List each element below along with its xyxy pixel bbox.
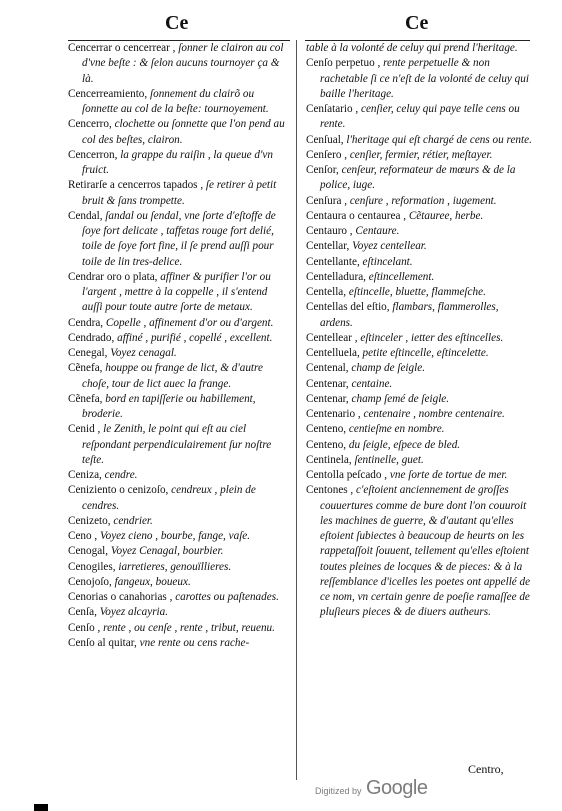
entry-translation: cenſeur, reformateur de mœurs & de la police, iuge. <box>320 164 516 192</box>
entry-translation: Voyez centellear. <box>349 240 427 253</box>
dictionary-entry <box>306 285 532 300</box>
dictionary-entry <box>68 560 290 575</box>
entry-translation: affiné , purifié , copellé , excellent. <box>114 331 273 344</box>
dictionary-entry <box>306 483 532 620</box>
entry-translation: eſtincellement. <box>365 270 435 283</box>
entry-translation: eſtinceler , ietter des eſtincelles. <box>357 331 504 344</box>
entry-headword: Cenojoſo, <box>68 575 112 588</box>
entry-translation: ſandal ou ſendal, vne ſorte d'eſtoffe de ſoye fort delicate , taffetas rouge fort delié, toile de ſoye fort fine, il ſe prend auſſi pour toile de lin tres-delice. <box>82 209 276 268</box>
entry-translation: centaine. <box>348 377 393 390</box>
catchword: Centro, <box>468 762 504 776</box>
entry-translation: affiner & purifier l'or ou l'argent , mettre à la coppelle , il s'entend auſſi pour toute autre ſorte de metaux. <box>82 270 271 314</box>
entry-translation: fangeux, boueux. <box>111 575 191 588</box>
entry-headword: Cẽnefa, <box>68 362 103 375</box>
dictionary-entry <box>68 544 290 559</box>
entry-headword: Cenſura , <box>306 194 348 207</box>
entry-headword: Cenorias o canahorias , <box>68 591 173 603</box>
dictionary-entry <box>68 621 290 636</box>
entry-headword: Centeno, <box>306 438 347 451</box>
column-divider <box>296 40 297 780</box>
entry-headword: Centenar, <box>306 377 349 390</box>
entry-headword: Cendrar oro o plata, <box>68 270 158 283</box>
entry-headword: Cenegal, <box>68 347 108 359</box>
dictionary-entry <box>68 346 290 361</box>
entry-translation: le Zenith, le point qui eſt au ciel reſpondant perpendiculairement ſur noſtre teſte. <box>82 423 272 466</box>
entry-headword: Centinela, <box>306 453 352 466</box>
dictionary-entry <box>68 590 290 605</box>
entry-translation: Voyez Cenagal, bourbier. <box>108 545 224 558</box>
entry-headword: Cendra, <box>68 316 104 329</box>
entry-headword: Cenſa, <box>68 606 97 619</box>
entry-translation: ſentinelle, guet. <box>351 453 424 466</box>
entry-translation: eſtincelle, bluette, flammeſche. <box>346 286 486 298</box>
entry-headword: Cenogal, <box>68 545 109 558</box>
entry-translation: la grappe du raiſin , la queue d'vn fruict. <box>82 148 273 176</box>
dictionary-entry <box>68 41 290 87</box>
watermark-prefix: Digitized by <box>315 786 362 796</box>
entry-translation: cenſier, fermier, rétier, meſtayer. <box>347 148 493 161</box>
dictionary-entry <box>306 209 532 224</box>
entry-headword: Cenogiles, <box>68 560 116 573</box>
dictionary-entry <box>306 224 532 239</box>
entry-translation: clochette ou ſonnette que l'on pend au col des beſtes, clairon. <box>82 118 285 146</box>
dictionary-entry <box>306 148 532 163</box>
dictionary-entry <box>306 41 532 56</box>
entry-translation: rente , ou cenſe , rente , tribut, reuenu. <box>100 621 275 634</box>
entry-translation: champ de ſeigle. <box>348 362 425 375</box>
entry-headword: Centellas del eſtio, <box>306 301 390 314</box>
entry-translation: vne ſorte de tortue de mer. <box>387 469 508 481</box>
dictionary-entry <box>306 346 532 361</box>
entry-translation: carottes ou paſtenades. <box>172 591 279 603</box>
dictionary-entry <box>306 300 532 331</box>
entry-translation: iarretieres, genouïllieres. <box>115 560 232 573</box>
entry-translation: eſtincelant. <box>359 255 413 268</box>
dictionary-entry <box>68 422 290 468</box>
entry-headword: Cenſatario , <box>306 103 359 115</box>
dictionary-entry <box>68 148 290 179</box>
dictionary-entry <box>68 605 290 620</box>
entry-headword: Retirarſe a cencerros tapados , <box>68 179 204 192</box>
entry-headword: Centelluela, <box>306 347 360 359</box>
entry-headword: Centeno, <box>306 423 347 436</box>
running-header-right: Ce <box>405 12 429 34</box>
dictionary-entry <box>306 438 532 453</box>
entry-headword: Cencerro, <box>68 118 112 131</box>
entry-translation: bord en tapiſſerie ou habillement, broderie. <box>82 392 256 420</box>
entry-headword: Centenal, <box>306 362 349 375</box>
entry-headword: Cendal, <box>68 209 103 222</box>
dictionary-entry <box>306 361 532 376</box>
entry-headword: Centones , <box>306 484 354 497</box>
entry-translation: table à la volonté de celuy qui prend l'heritage. <box>306 42 518 54</box>
entry-headword: Centenario , <box>306 408 361 420</box>
entry-headword: Centaura o centaurea , <box>306 209 407 222</box>
entry-headword: Centauro , <box>306 225 353 237</box>
dictionary-entry <box>68 87 290 118</box>
entry-translation: cenſier, celuy qui paye telle cens ou rente. <box>320 103 520 131</box>
entry-translation: du ſeigle, eſpece de bled. <box>346 438 461 451</box>
dictionary-entry <box>68 529 290 544</box>
entry-headword: Centellar, <box>306 240 350 253</box>
entry-translation: cendrier. <box>110 514 153 527</box>
entry-headword: Centellear , <box>306 331 358 344</box>
entry-translation: ſonnement du clairõ ou ſonnette au col de la beſte: tournoyement. <box>82 87 269 115</box>
entry-translation: rente perpetuelle & non rachetable ſi ce n'eſt de la volonté de celuy qui baille l'heritage. <box>320 57 529 100</box>
entry-translation: Centaure. <box>352 225 400 237</box>
entry-translation: centenaire , nombre centenaire. <box>360 408 505 420</box>
entry-translation: ſonner le clairon au col d'vne beſte : & ſelon aucuns tournoyer ça & là. <box>82 42 284 85</box>
entry-headword: Cenſual, <box>306 133 344 146</box>
dictionary-entry <box>306 407 532 422</box>
dictionary-entry <box>306 133 532 148</box>
entry-headword: Cenſo , <box>68 621 101 634</box>
entry-translation: ſe retirer à petit bruit & ſans trompette. <box>82 179 277 207</box>
dictionary-entry <box>306 377 532 392</box>
entry-translation: Voyez alcayria. <box>96 606 169 619</box>
entry-headword: Ceniziento o cenizoſo, <box>68 484 169 497</box>
entry-headword: Cenizeto, <box>68 514 111 527</box>
entry-headword: Cenſo al quitar, <box>68 636 137 649</box>
entry-headword: Cenſo perpetuo , <box>306 57 381 70</box>
dictionary-entry <box>68 483 290 514</box>
dictionary-entry <box>68 392 290 423</box>
google-logo: Google <box>365 777 428 799</box>
entry-translation: houppe ou frange de lict, & d'autre choſe, tour de lict auec la frange. <box>82 362 263 390</box>
entry-headword: Centenar, <box>306 392 349 405</box>
entry-translation: c'eſtoient anciennement de groſſes couuertures comme de bure dont l'on couuroit les machines de guerre, & d'autant qu'elles eſtoient ſubiectes à beaucoup de heurts on les rappetaſſoit ſouuent, tellement qu'elles eſtoient toutes pleines de locques & de pieces: & à la reſſemblance d'icelles les poetes ont appellé de ce nom, vn certain genre de poeſie ramaſſee de pluſieurs pieces & de diuers autheurs. <box>320 484 531 619</box>
entry-translation: cendreux , plein de cendres. <box>82 484 256 512</box>
entry-translation: Copelle , affinement d'or ou d'argent. <box>103 316 274 329</box>
digitized-by-google-watermark <box>315 777 427 800</box>
entry-headword: Cencerron, <box>68 148 118 161</box>
entry-headword: Ceno , <box>68 530 98 542</box>
dictionary-entry <box>68 514 290 529</box>
dictionary-entry <box>68 117 290 148</box>
dictionary-entry <box>68 270 290 316</box>
entry-translation: champ ſemé de ſeigle. <box>348 392 450 405</box>
dictionary-entry <box>306 163 532 194</box>
dictionary-entry <box>306 255 532 270</box>
dictionary-entry <box>68 361 290 392</box>
dictionary-entry <box>68 636 290 651</box>
entry-translation: cenſure , reformation , iugement. <box>347 194 497 207</box>
dictionary-entry <box>68 316 290 331</box>
entry-translation: petite eſtincelle, eſtincelette. <box>359 347 489 359</box>
dictionary-entry <box>306 468 532 483</box>
dictionary-entry <box>68 178 290 209</box>
entry-translation: l'heritage qui eſt chargé de cens ou rente. <box>343 133 532 146</box>
entry-translation: Voyez cieno , bourbe, fange, vaſe. <box>97 530 251 542</box>
dictionary-entry <box>306 239 532 254</box>
dictionary-entry <box>306 102 532 133</box>
entry-headword: Ceniza, <box>68 469 102 481</box>
right-column <box>306 41 532 621</box>
dictionary-entry <box>306 270 532 285</box>
entry-headword: Cenid , <box>68 423 101 436</box>
entry-translation: cendre. <box>101 469 138 481</box>
entry-headword: Cẽnefa, <box>68 392 103 405</box>
entry-headword: Cenſero , <box>306 148 348 161</box>
dictionary-entry <box>306 392 532 407</box>
entry-translation: centieſme en nombre. <box>346 423 445 436</box>
dictionary-entry <box>68 209 290 270</box>
entry-headword: Cencerreamiento, <box>68 87 148 100</box>
entry-headword: Centella, <box>306 286 347 298</box>
dictionary-entry <box>306 453 532 468</box>
dictionary-entry <box>68 331 290 346</box>
entry-headword: Centolla peſcado , <box>306 469 388 481</box>
entry-headword: Cenſor, <box>306 164 339 176</box>
entry-translation: Cẽtauree, herbe. <box>406 209 484 222</box>
dictionary-entry <box>68 575 290 590</box>
entry-headword: Cendrado, <box>68 331 115 344</box>
dictionary-entry <box>306 56 532 102</box>
dictionary-entry <box>306 194 532 209</box>
entry-translation: Voyez cenagal. <box>107 347 177 359</box>
running-header-left: Ce <box>165 12 189 34</box>
entry-translation: flambars, flammerolles, ardens. <box>320 301 499 329</box>
dictionary-entry <box>306 331 532 346</box>
entry-headword: Centellante, <box>306 255 360 268</box>
page-corner-mark <box>34 804 48 811</box>
entry-headword: Cencerrar o cencerrear , <box>68 42 176 54</box>
entry-translation: vne rente ou cens rache- <box>136 636 250 649</box>
dictionary-entry <box>68 468 290 483</box>
dictionary-entry <box>306 422 532 437</box>
entry-headword: Centelladura, <box>306 270 366 283</box>
left-column <box>68 41 290 651</box>
